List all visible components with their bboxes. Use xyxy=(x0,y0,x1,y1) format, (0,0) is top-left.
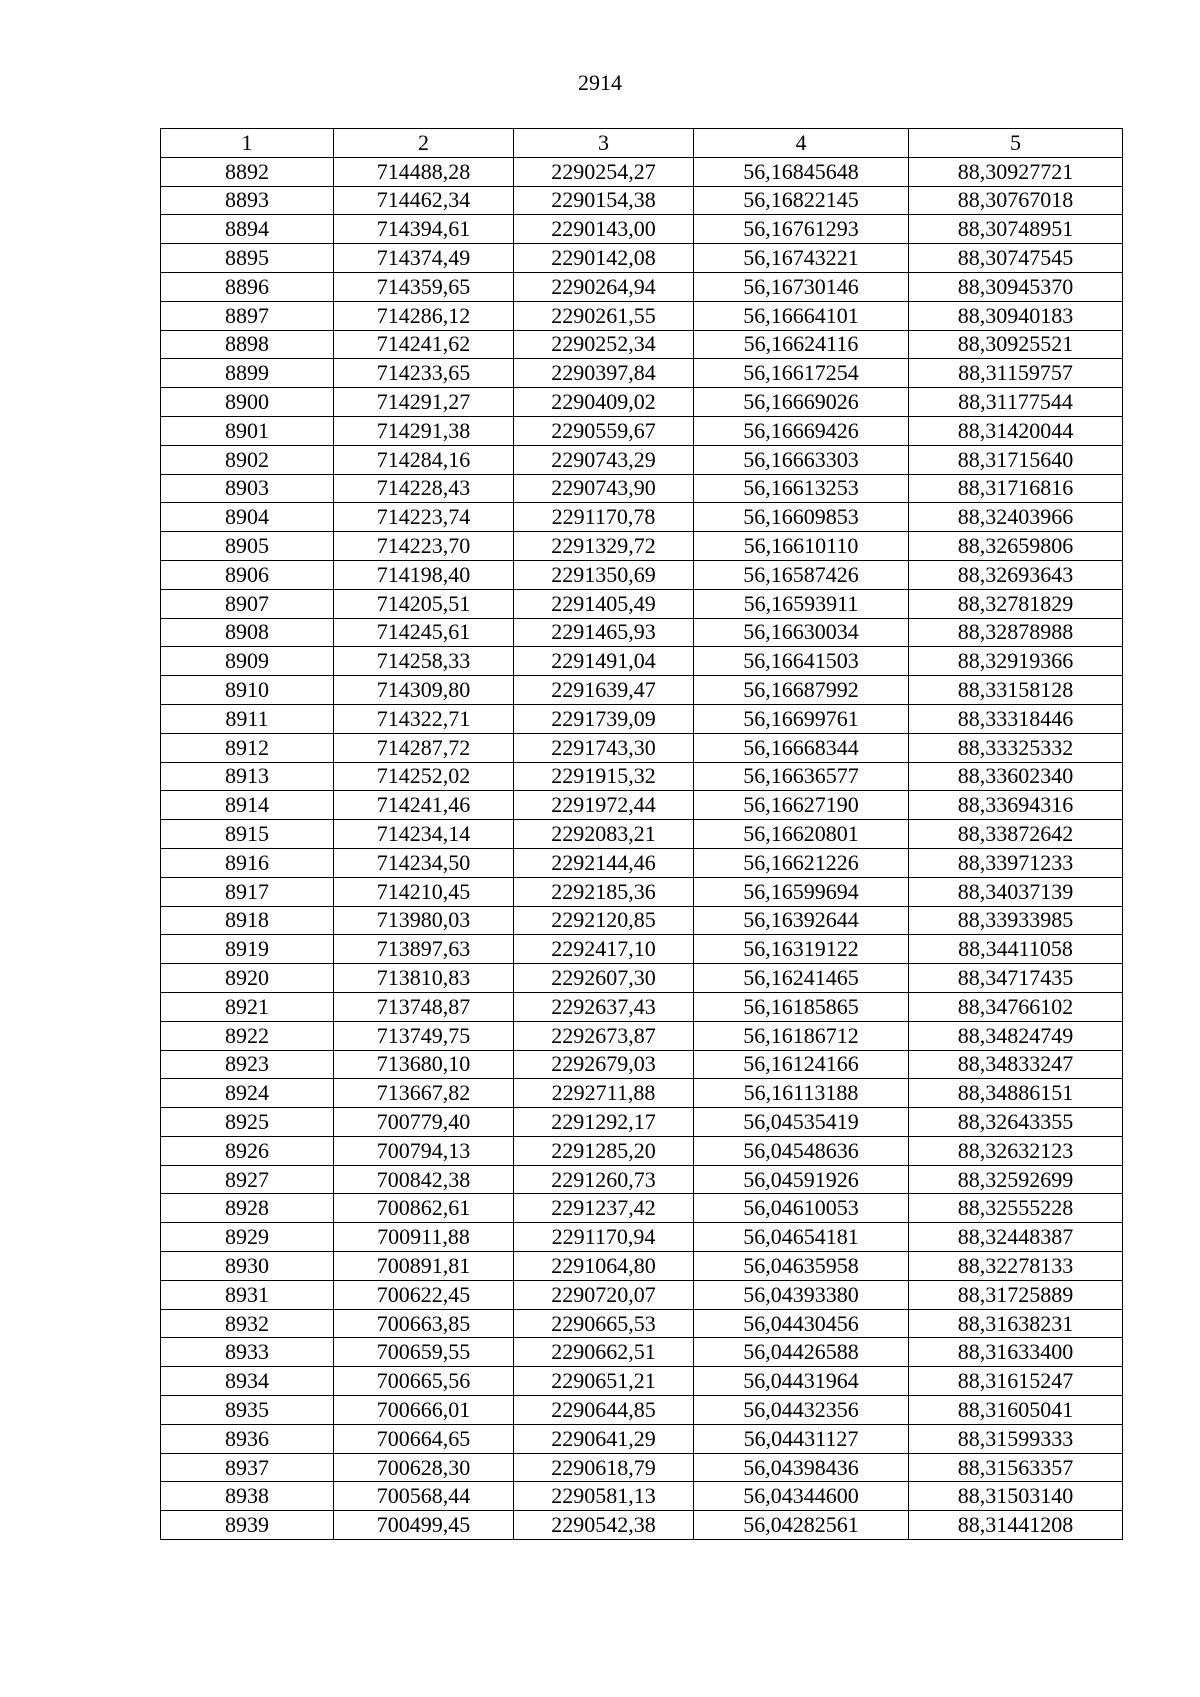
longitude-cell: 88,32781829 xyxy=(909,589,1123,618)
x-coordinate-cell: 713897,63 xyxy=(334,935,514,964)
x-coordinate-cell: 714205,51 xyxy=(334,589,514,618)
point-number-cell: 8907 xyxy=(161,589,334,618)
y-coordinate-cell: 2291170,94 xyxy=(514,1223,694,1252)
longitude-cell: 88,32592699 xyxy=(909,1165,1123,1194)
table-row xyxy=(161,215,1123,244)
longitude-cell: 88,32632123 xyxy=(909,1136,1123,1165)
longitude-cell: 88,31638231 xyxy=(909,1309,1123,1338)
latitude-cell: 56,16636577 xyxy=(694,762,909,791)
longitude-cell: 88,31177544 xyxy=(909,388,1123,417)
latitude-cell: 56,16319122 xyxy=(694,935,909,964)
latitude-cell: 56,16593911 xyxy=(694,589,909,618)
point-number-cell: 8937 xyxy=(161,1453,334,1482)
point-number-cell: 8913 xyxy=(161,762,334,791)
x-coordinate-cell: 700862,61 xyxy=(334,1194,514,1223)
point-number-cell: 8912 xyxy=(161,733,334,762)
y-coordinate-cell: 2292185,36 xyxy=(514,877,694,906)
table-row xyxy=(161,733,1123,762)
x-coordinate-cell: 700499,45 xyxy=(334,1511,514,1540)
latitude-cell: 56,16822145 xyxy=(694,186,909,215)
point-number-cell: 8924 xyxy=(161,1079,334,1108)
longitude-cell: 88,34411058 xyxy=(909,935,1123,964)
table-row xyxy=(161,1396,1123,1425)
latitude-cell: 56,04610053 xyxy=(694,1194,909,1223)
point-number-cell: 8935 xyxy=(161,1396,334,1425)
point-number-cell: 8905 xyxy=(161,532,334,561)
point-number-cell: 8914 xyxy=(161,791,334,820)
longitude-cell: 88,30748951 xyxy=(909,215,1123,244)
longitude-cell: 88,30945370 xyxy=(909,272,1123,301)
longitude-cell: 88,33971233 xyxy=(909,848,1123,877)
table-row xyxy=(161,1453,1123,1482)
latitude-cell: 56,16664101 xyxy=(694,301,909,330)
latitude-cell: 56,16668344 xyxy=(694,733,909,762)
x-coordinate-cell: 714252,02 xyxy=(334,762,514,791)
longitude-cell: 88,30767018 xyxy=(909,186,1123,215)
table-row xyxy=(161,359,1123,388)
longitude-cell: 88,32278133 xyxy=(909,1252,1123,1281)
y-coordinate-cell: 2290720,07 xyxy=(514,1280,694,1309)
longitude-cell: 88,30927721 xyxy=(909,157,1123,186)
longitude-cell: 88,31159757 xyxy=(909,359,1123,388)
latitude-cell: 56,04430456 xyxy=(694,1309,909,1338)
latitude-cell: 56,16241465 xyxy=(694,964,909,993)
latitude-cell: 56,04426588 xyxy=(694,1338,909,1367)
y-coordinate-cell: 2290559,67 xyxy=(514,416,694,445)
x-coordinate-cell: 714234,50 xyxy=(334,848,514,877)
latitude-cell: 56,04635958 xyxy=(694,1252,909,1281)
table-row xyxy=(161,1280,1123,1309)
point-number-cell: 8915 xyxy=(161,820,334,849)
longitude-cell: 88,31441208 xyxy=(909,1511,1123,1540)
x-coordinate-cell: 714245,61 xyxy=(334,618,514,647)
longitude-cell: 88,31420044 xyxy=(909,416,1123,445)
point-number-cell: 8921 xyxy=(161,992,334,1021)
table-row xyxy=(161,503,1123,532)
y-coordinate-cell: 2291465,93 xyxy=(514,618,694,647)
table-row xyxy=(161,647,1123,676)
longitude-cell: 88,30940183 xyxy=(909,301,1123,330)
y-coordinate-cell: 2291743,30 xyxy=(514,733,694,762)
latitude-cell: 56,16624116 xyxy=(694,330,909,359)
y-coordinate-cell: 2290397,84 xyxy=(514,359,694,388)
x-coordinate-cell: 714309,80 xyxy=(334,676,514,705)
latitude-cell: 56,16613253 xyxy=(694,474,909,503)
latitude-cell: 56,16845648 xyxy=(694,157,909,186)
longitude-cell: 88,31715640 xyxy=(909,445,1123,474)
coordinates-table xyxy=(160,128,1123,1540)
latitude-cell: 56,16641503 xyxy=(694,647,909,676)
point-number-cell: 8929 xyxy=(161,1223,334,1252)
latitude-cell: 56,16630034 xyxy=(694,618,909,647)
x-coordinate-cell: 700891,81 xyxy=(334,1252,514,1281)
point-number-cell: 8911 xyxy=(161,704,334,733)
point-number-cell: 8902 xyxy=(161,445,334,474)
x-coordinate-cell: 714241,62 xyxy=(334,330,514,359)
point-number-cell: 8894 xyxy=(161,215,334,244)
x-coordinate-cell: 700842,38 xyxy=(334,1165,514,1194)
table-row xyxy=(161,560,1123,589)
point-number-cell: 8895 xyxy=(161,244,334,273)
x-coordinate-cell: 714223,70 xyxy=(334,532,514,561)
y-coordinate-cell: 2290254,27 xyxy=(514,157,694,186)
latitude-cell: 56,16113188 xyxy=(694,1079,909,1108)
longitude-cell: 88,32403966 xyxy=(909,503,1123,532)
table-row xyxy=(161,330,1123,359)
longitude-cell: 88,33325332 xyxy=(909,733,1123,762)
column-header-4: 4 xyxy=(694,129,909,158)
y-coordinate-cell: 2291329,72 xyxy=(514,532,694,561)
x-coordinate-cell: 700568,44 xyxy=(334,1482,514,1511)
longitude-cell: 88,34037139 xyxy=(909,877,1123,906)
point-number-cell: 8919 xyxy=(161,935,334,964)
y-coordinate-cell: 2290743,29 xyxy=(514,445,694,474)
table-row xyxy=(161,301,1123,330)
y-coordinate-cell: 2291237,42 xyxy=(514,1194,694,1223)
x-coordinate-cell: 714228,43 xyxy=(334,474,514,503)
latitude-cell: 56,04282561 xyxy=(694,1511,909,1540)
y-coordinate-cell: 2292083,21 xyxy=(514,820,694,849)
y-coordinate-cell: 2290651,21 xyxy=(514,1367,694,1396)
latitude-cell: 56,16124166 xyxy=(694,1050,909,1079)
latitude-cell: 56,16617254 xyxy=(694,359,909,388)
latitude-cell: 56,04591926 xyxy=(694,1165,909,1194)
x-coordinate-cell: 713680,10 xyxy=(334,1050,514,1079)
x-coordinate-cell: 713749,75 xyxy=(334,1021,514,1050)
y-coordinate-cell: 2291491,04 xyxy=(514,647,694,676)
table-row xyxy=(161,388,1123,417)
y-coordinate-cell: 2292673,87 xyxy=(514,1021,694,1050)
table-row xyxy=(161,1021,1123,1050)
y-coordinate-cell: 2290542,38 xyxy=(514,1511,694,1540)
table-row xyxy=(161,244,1123,273)
latitude-cell: 56,04393380 xyxy=(694,1280,909,1309)
point-number-cell: 8898 xyxy=(161,330,334,359)
point-number-cell: 8904 xyxy=(161,503,334,532)
y-coordinate-cell: 2291170,78 xyxy=(514,503,694,532)
y-coordinate-cell: 2290662,51 xyxy=(514,1338,694,1367)
latitude-cell: 56,16627190 xyxy=(694,791,909,820)
table-row xyxy=(161,964,1123,993)
column-header-2: 2 xyxy=(334,129,514,158)
point-number-cell: 8936 xyxy=(161,1424,334,1453)
x-coordinate-cell: 700911,88 xyxy=(334,1223,514,1252)
longitude-cell: 88,31503140 xyxy=(909,1482,1123,1511)
point-number-cell: 8892 xyxy=(161,157,334,186)
point-number-cell: 8903 xyxy=(161,474,334,503)
table-row xyxy=(161,1252,1123,1281)
table-row xyxy=(161,820,1123,849)
table-row xyxy=(161,1511,1123,1540)
point-number-cell: 8910 xyxy=(161,676,334,705)
point-number-cell: 8917 xyxy=(161,877,334,906)
longitude-cell: 88,31599333 xyxy=(909,1424,1123,1453)
x-coordinate-cell: 714291,27 xyxy=(334,388,514,417)
x-coordinate-cell: 714394,61 xyxy=(334,215,514,244)
table-row xyxy=(161,1050,1123,1079)
x-coordinate-cell: 714241,46 xyxy=(334,791,514,820)
longitude-cell: 88,32643355 xyxy=(909,1108,1123,1137)
point-number-cell: 8926 xyxy=(161,1136,334,1165)
x-coordinate-cell: 714359,65 xyxy=(334,272,514,301)
point-number-cell: 8928 xyxy=(161,1194,334,1223)
x-coordinate-cell: 714291,38 xyxy=(334,416,514,445)
column-header-3: 3 xyxy=(514,129,694,158)
x-coordinate-cell: 714286,12 xyxy=(334,301,514,330)
latitude-cell: 56,16663303 xyxy=(694,445,909,474)
table-row xyxy=(161,1108,1123,1137)
table-header xyxy=(161,129,1123,158)
y-coordinate-cell: 2291260,73 xyxy=(514,1165,694,1194)
x-coordinate-cell: 713748,87 xyxy=(334,992,514,1021)
latitude-cell: 56,16669426 xyxy=(694,416,909,445)
point-number-cell: 8922 xyxy=(161,1021,334,1050)
latitude-cell: 56,16620801 xyxy=(694,820,909,849)
table-row xyxy=(161,157,1123,186)
y-coordinate-cell: 2292120,85 xyxy=(514,906,694,935)
x-coordinate-cell: 714223,74 xyxy=(334,503,514,532)
table-row xyxy=(161,992,1123,1021)
longitude-cell: 88,34833247 xyxy=(909,1050,1123,1079)
latitude-cell: 56,16761293 xyxy=(694,215,909,244)
point-number-cell: 8893 xyxy=(161,186,334,215)
longitude-cell: 88,33318446 xyxy=(909,704,1123,733)
x-coordinate-cell: 714462,34 xyxy=(334,186,514,215)
y-coordinate-cell: 2291739,09 xyxy=(514,704,694,733)
longitude-cell: 88,32693643 xyxy=(909,560,1123,589)
y-coordinate-cell: 2292607,30 xyxy=(514,964,694,993)
latitude-cell: 56,04431127 xyxy=(694,1424,909,1453)
longitude-cell: 88,34717435 xyxy=(909,964,1123,993)
point-number-cell: 8932 xyxy=(161,1309,334,1338)
latitude-cell: 56,04535419 xyxy=(694,1108,909,1137)
x-coordinate-cell: 714258,33 xyxy=(334,647,514,676)
point-number-cell: 8906 xyxy=(161,560,334,589)
latitude-cell: 56,04431964 xyxy=(694,1367,909,1396)
point-number-cell: 8939 xyxy=(161,1511,334,1540)
longitude-cell: 88,32919366 xyxy=(909,647,1123,676)
table-row xyxy=(161,618,1123,647)
longitude-cell: 88,32555228 xyxy=(909,1194,1123,1223)
table-row xyxy=(161,762,1123,791)
table-row xyxy=(161,906,1123,935)
y-coordinate-cell: 2290641,29 xyxy=(514,1424,694,1453)
longitude-cell: 88,33694316 xyxy=(909,791,1123,820)
y-coordinate-cell: 2290154,38 xyxy=(514,186,694,215)
table-row xyxy=(161,1165,1123,1194)
table-row xyxy=(161,1338,1123,1367)
y-coordinate-cell: 2291285,20 xyxy=(514,1136,694,1165)
table-row xyxy=(161,704,1123,733)
latitude-cell: 56,04398436 xyxy=(694,1453,909,1482)
y-coordinate-cell: 2290743,90 xyxy=(514,474,694,503)
point-number-cell: 8909 xyxy=(161,647,334,676)
y-coordinate-cell: 2290264,94 xyxy=(514,272,694,301)
x-coordinate-cell: 700779,40 xyxy=(334,1108,514,1137)
table-row xyxy=(161,1194,1123,1223)
table-row xyxy=(161,1367,1123,1396)
latitude-cell: 56,04344600 xyxy=(694,1482,909,1511)
x-coordinate-cell: 714322,71 xyxy=(334,704,514,733)
table-row xyxy=(161,1309,1123,1338)
latitude-cell: 56,16599694 xyxy=(694,877,909,906)
y-coordinate-cell: 2292417,10 xyxy=(514,935,694,964)
point-number-cell: 8934 xyxy=(161,1367,334,1396)
point-number-cell: 8930 xyxy=(161,1252,334,1281)
table-body xyxy=(161,157,1123,1539)
latitude-cell: 56,16730146 xyxy=(694,272,909,301)
longitude-cell: 88,32448387 xyxy=(909,1223,1123,1252)
longitude-cell: 88,31615247 xyxy=(909,1367,1123,1396)
x-coordinate-cell: 714233,65 xyxy=(334,359,514,388)
x-coordinate-cell: 714234,14 xyxy=(334,820,514,849)
point-number-cell: 8918 xyxy=(161,906,334,935)
table-row xyxy=(161,416,1123,445)
point-number-cell: 8899 xyxy=(161,359,334,388)
y-coordinate-cell: 2290261,55 xyxy=(514,301,694,330)
x-coordinate-cell: 700666,01 xyxy=(334,1396,514,1425)
table-row xyxy=(161,589,1123,618)
longitude-cell: 88,33872642 xyxy=(909,820,1123,849)
longitude-cell: 88,31716816 xyxy=(909,474,1123,503)
table-row xyxy=(161,1223,1123,1252)
column-header-1: 1 xyxy=(161,129,334,158)
longitude-cell: 88,34886151 xyxy=(909,1079,1123,1108)
table-row xyxy=(161,445,1123,474)
point-number-cell: 8901 xyxy=(161,416,334,445)
table-row xyxy=(161,848,1123,877)
x-coordinate-cell: 714287,72 xyxy=(334,733,514,762)
x-coordinate-cell: 700659,55 xyxy=(334,1338,514,1367)
y-coordinate-cell: 2290665,53 xyxy=(514,1309,694,1338)
y-coordinate-cell: 2291350,69 xyxy=(514,560,694,589)
y-coordinate-cell: 2290618,79 xyxy=(514,1453,694,1482)
latitude-cell: 56,16609853 xyxy=(694,503,909,532)
table-row xyxy=(161,474,1123,503)
header-row xyxy=(161,129,1123,158)
latitude-cell: 56,16687992 xyxy=(694,676,909,705)
latitude-cell: 56,04548636 xyxy=(694,1136,909,1165)
table-row xyxy=(161,1136,1123,1165)
longitude-cell: 88,30925521 xyxy=(909,330,1123,359)
longitude-cell: 88,31605041 xyxy=(909,1396,1123,1425)
x-coordinate-cell: 713667,82 xyxy=(334,1079,514,1108)
point-number-cell: 8927 xyxy=(161,1165,334,1194)
y-coordinate-cell: 2291292,17 xyxy=(514,1108,694,1137)
y-coordinate-cell: 2292679,03 xyxy=(514,1050,694,1079)
longitude-cell: 88,33933985 xyxy=(909,906,1123,935)
longitude-cell: 88,34766102 xyxy=(909,992,1123,1021)
latitude-cell: 56,16185865 xyxy=(694,992,909,1021)
x-coordinate-cell: 714374,49 xyxy=(334,244,514,273)
y-coordinate-cell: 2291639,47 xyxy=(514,676,694,705)
y-coordinate-cell: 2291405,49 xyxy=(514,589,694,618)
x-coordinate-cell: 700794,13 xyxy=(334,1136,514,1165)
x-coordinate-cell: 714488,28 xyxy=(334,157,514,186)
point-number-cell: 8933 xyxy=(161,1338,334,1367)
y-coordinate-cell: 2292637,43 xyxy=(514,992,694,1021)
longitude-cell: 88,31563357 xyxy=(909,1453,1123,1482)
point-number-cell: 8920 xyxy=(161,964,334,993)
longitude-cell: 88,32878988 xyxy=(909,618,1123,647)
y-coordinate-cell: 2290142,08 xyxy=(514,244,694,273)
y-coordinate-cell: 2290252,34 xyxy=(514,330,694,359)
y-coordinate-cell: 2290143,00 xyxy=(514,215,694,244)
longitude-cell: 88,30747545 xyxy=(909,244,1123,273)
latitude-cell: 56,16669026 xyxy=(694,388,909,417)
y-coordinate-cell: 2291972,44 xyxy=(514,791,694,820)
point-number-cell: 8896 xyxy=(161,272,334,301)
latitude-cell: 56,16186712 xyxy=(694,1021,909,1050)
page-number: 2914 xyxy=(578,70,622,95)
point-number-cell: 8916 xyxy=(161,848,334,877)
x-coordinate-cell: 714198,40 xyxy=(334,560,514,589)
point-number-cell: 8900 xyxy=(161,388,334,417)
x-coordinate-cell: 714210,45 xyxy=(334,877,514,906)
point-number-cell: 8923 xyxy=(161,1050,334,1079)
longitude-cell: 88,33158128 xyxy=(909,676,1123,705)
point-number-cell: 8908 xyxy=(161,618,334,647)
table-row xyxy=(161,272,1123,301)
latitude-cell: 56,16587426 xyxy=(694,560,909,589)
latitude-cell: 56,04654181 xyxy=(694,1223,909,1252)
point-number-cell: 8938 xyxy=(161,1482,334,1511)
table-row xyxy=(161,791,1123,820)
table-row xyxy=(161,1424,1123,1453)
longitude-cell: 88,31633400 xyxy=(909,1338,1123,1367)
x-coordinate-cell: 713980,03 xyxy=(334,906,514,935)
longitude-cell: 88,32659806 xyxy=(909,532,1123,561)
table-row xyxy=(161,1079,1123,1108)
y-coordinate-cell: 2291915,32 xyxy=(514,762,694,791)
table-row xyxy=(161,935,1123,964)
table-row xyxy=(161,186,1123,215)
point-number-cell: 8931 xyxy=(161,1280,334,1309)
point-number-cell: 8925 xyxy=(161,1108,334,1137)
table-row xyxy=(161,1482,1123,1511)
longitude-cell: 88,33602340 xyxy=(909,762,1123,791)
x-coordinate-cell: 700628,30 xyxy=(334,1453,514,1482)
x-coordinate-cell: 700665,56 xyxy=(334,1367,514,1396)
latitude-cell: 56,16392644 xyxy=(694,906,909,935)
x-coordinate-cell: 700663,85 xyxy=(334,1309,514,1338)
latitude-cell: 56,16743221 xyxy=(694,244,909,273)
latitude-cell: 56,16621226 xyxy=(694,848,909,877)
y-coordinate-cell: 2291064,80 xyxy=(514,1252,694,1281)
y-coordinate-cell: 2292711,88 xyxy=(514,1079,694,1108)
y-coordinate-cell: 2292144,46 xyxy=(514,848,694,877)
x-coordinate-cell: 700622,45 xyxy=(334,1280,514,1309)
x-coordinate-cell: 700664,65 xyxy=(334,1424,514,1453)
x-coordinate-cell: 713810,83 xyxy=(334,964,514,993)
latitude-cell: 56,16699761 xyxy=(694,704,909,733)
latitude-cell: 56,16610110 xyxy=(694,532,909,561)
table-row xyxy=(161,877,1123,906)
table-row xyxy=(161,676,1123,705)
point-number-cell: 8897 xyxy=(161,301,334,330)
y-coordinate-cell: 2290644,85 xyxy=(514,1396,694,1425)
longitude-cell: 88,31725889 xyxy=(909,1280,1123,1309)
latitude-cell: 56,04432356 xyxy=(694,1396,909,1425)
x-coordinate-cell: 714284,16 xyxy=(334,445,514,474)
table-row xyxy=(161,532,1123,561)
y-coordinate-cell: 2290409,02 xyxy=(514,388,694,417)
y-coordinate-cell: 2290581,13 xyxy=(514,1482,694,1511)
longitude-cell: 88,34824749 xyxy=(909,1021,1123,1050)
column-header-5: 5 xyxy=(909,129,1123,158)
